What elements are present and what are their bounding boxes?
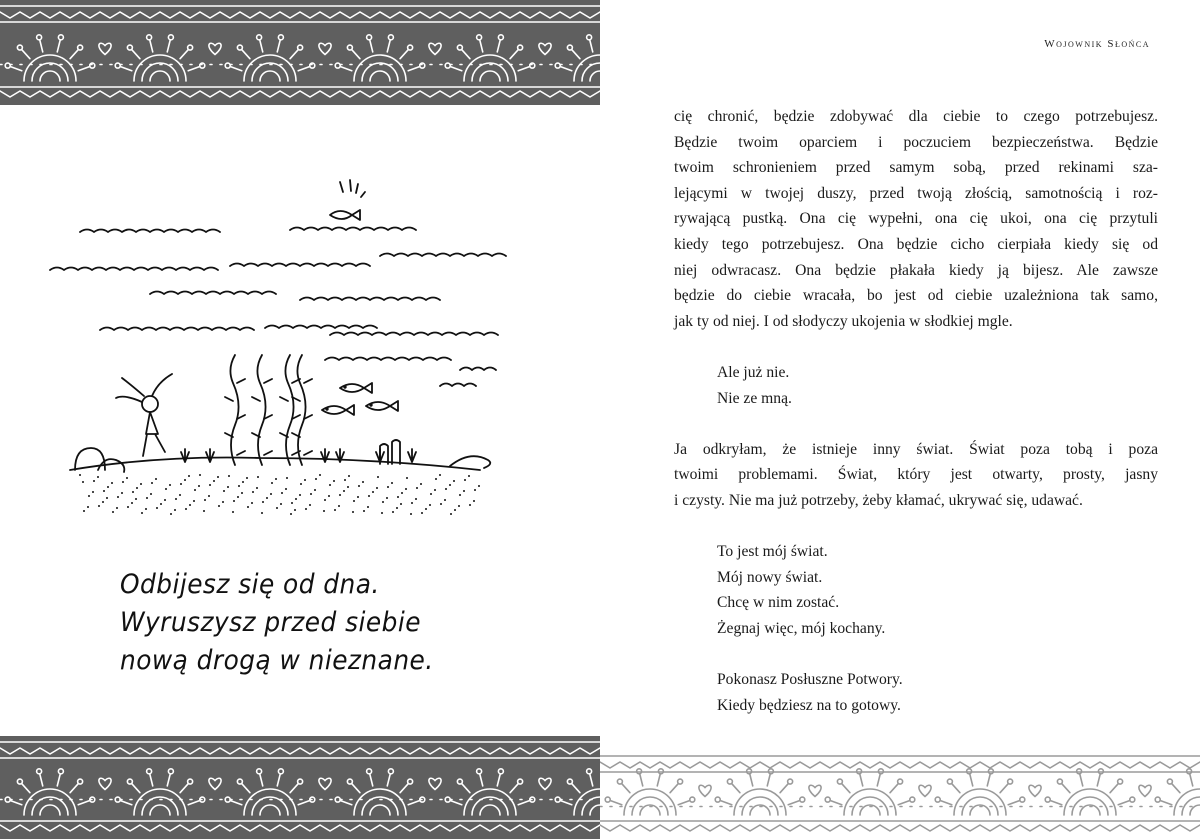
body-text: [674, 104, 1158, 718]
text-line: cię chronić, będzie zdobywać dla ciebie to czego potrzebujesz.: [674, 108, 1158, 125]
caption-line: nową drogą w nieznane.: [120, 645, 434, 676]
verse-2: [674, 539, 1158, 641]
paragraph-1: [674, 104, 1158, 334]
top-ornament-band: [0, 0, 600, 105]
text-line: Ja odkryłam, że istnieje inny świat. Świat poza tobą i poza: [674, 440, 1158, 458]
text-line: twoimi problemami. Świat, który jest otwarty, prosty, jasny: [674, 466, 1158, 484]
sea-illustration: [40, 170, 520, 525]
text-line: Kiedy będziesz na to gotowy.: [717, 696, 901, 714]
text-line: twoim schronieniem przed samym sobą, przed rekinami sza-: [674, 159, 1158, 177]
bottom-ornament-band: [0, 736, 600, 839]
text-line: Chcę w nim zostać.: [717, 594, 840, 612]
text-line: Pokonasz Posłuszne Potwory.: [717, 671, 903, 689]
text-line: rywającą pustką. Ona cię wypełni, ona cię ukoi, ona cię przytuli: [674, 210, 1158, 228]
handwritten-caption: [120, 566, 434, 680]
text-line: Mój nowy świat.: [717, 568, 823, 586]
text-line: Ale już nie.: [717, 363, 790, 381]
text-line: kiedy tego potrzebujesz. Ona będzie cicho cierpiała kiedy się od: [674, 235, 1158, 253]
text-line: lejącymi w twojej duszy, przed twoją złością, samotnością i roz-: [674, 184, 1158, 202]
text-line: Będzie twoim oparciem i poczuciem bezpieczeństwa. Będzie: [674, 133, 1158, 151]
text-line: niej odwracasz. Ona będzie płakała kiedy ją bijesz. Ale zawsze: [674, 261, 1158, 279]
caption-line: Wyruszysz przed siebie: [120, 607, 421, 638]
text-line: jak ty od niej. I od słodyczy ukojenia w słodkiej mgle.: [674, 312, 1013, 330]
paragraph-2: [674, 437, 1158, 514]
caption-line: Odbijesz się od dna.: [120, 569, 380, 600]
text-line: będzie do ciebie wracała, bo jest od ciebie uzależniona tak samo,: [674, 287, 1158, 305]
text-line: Nie ze mną.: [717, 389, 792, 407]
right-page: [600, 0, 1200, 839]
text-line: To jest mój świat.: [717, 543, 828, 561]
verse-1: [674, 360, 1158, 411]
verse-3: [674, 667, 1158, 718]
text-line: i czysty. Nie ma już potrzeby, żeby kłamać, ukrywać się, udawać.: [674, 491, 1083, 509]
bottom-ornament-band-light: [600, 750, 1200, 839]
text-line: Żegnaj więc, mój kochany.: [717, 619, 886, 637]
running-head: Wojownik Słońca: [1044, 38, 1150, 50]
